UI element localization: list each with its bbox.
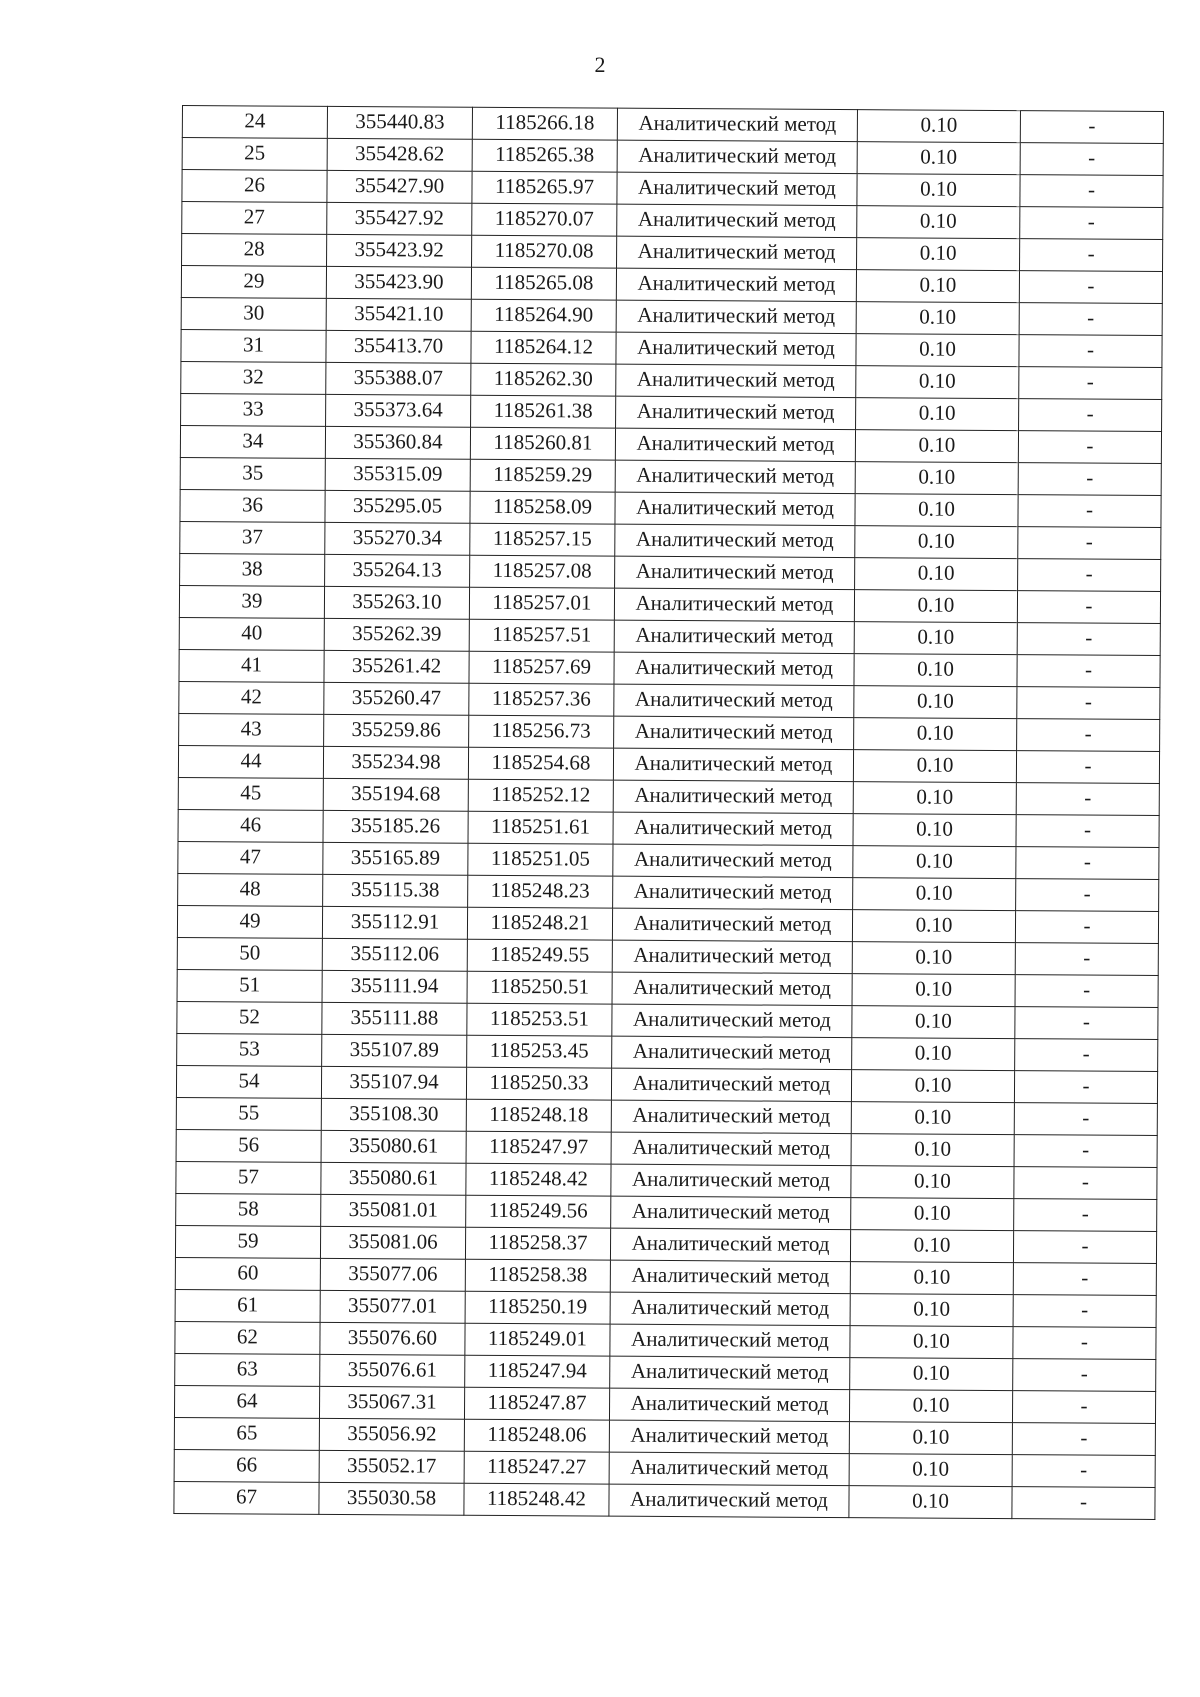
note-cell: - xyxy=(1012,1423,1155,1456)
y-coordinate-cell: 1185261.38 xyxy=(471,395,616,428)
point-number-cell: 67 xyxy=(174,1481,319,1514)
y-coordinate-cell: 1185265.97 xyxy=(472,171,617,204)
y-coordinate-cell: 1185247.94 xyxy=(465,1355,610,1388)
x-coordinate-cell: 355056.92 xyxy=(319,1418,464,1451)
x-coordinate-cell: 355260.47 xyxy=(324,682,469,715)
note-cell: - xyxy=(1012,1487,1155,1520)
y-coordinate-cell: 1185265.38 xyxy=(472,139,617,172)
method-cell: Аналитический метод xyxy=(615,556,855,589)
method-cell: Аналитический метод xyxy=(615,492,855,525)
point-number-cell: 52 xyxy=(177,1001,322,1034)
accuracy-cell: 0.10 xyxy=(855,430,1018,463)
point-number-cell: 63 xyxy=(175,1353,320,1386)
x-coordinate-cell: 355360.84 xyxy=(325,426,470,459)
note-cell: - xyxy=(1015,1007,1158,1040)
y-coordinate-cell: 1185258.09 xyxy=(470,491,615,524)
y-coordinate-cell: 1185257.15 xyxy=(470,523,615,556)
accuracy-cell: 0.10 xyxy=(857,238,1020,271)
coordinates-table-body xyxy=(174,106,1164,1520)
y-coordinate-cell: 1185248.21 xyxy=(467,907,612,940)
accuracy-cell: 0.10 xyxy=(850,1358,1013,1391)
table-row xyxy=(174,1481,1155,1519)
accuracy-cell: 0.10 xyxy=(856,302,1019,335)
x-coordinate-cell: 355108.30 xyxy=(321,1098,466,1131)
y-coordinate-cell: 1185257.51 xyxy=(469,619,614,652)
x-coordinate-cell: 355259.86 xyxy=(324,714,469,747)
point-number-cell: 45 xyxy=(178,777,323,810)
x-coordinate-cell: 355413.70 xyxy=(326,330,471,363)
y-coordinate-cell: 1185257.08 xyxy=(470,555,615,588)
x-coordinate-cell: 355261.42 xyxy=(324,650,469,683)
x-coordinate-cell: 355270.34 xyxy=(325,522,470,555)
x-coordinate-cell: 355423.90 xyxy=(326,266,471,299)
note-cell: - xyxy=(1017,623,1160,656)
point-number-cell: 33 xyxy=(181,393,326,426)
point-number-cell: 24 xyxy=(182,106,327,139)
accuracy-cell: 0.10 xyxy=(852,1038,1015,1071)
accuracy-cell: 0.10 xyxy=(855,494,1018,527)
accuracy-cell: 0.10 xyxy=(851,1070,1014,1103)
accuracy-cell: 0.10 xyxy=(855,558,1018,591)
point-number-cell: 36 xyxy=(180,489,325,522)
note-cell: - xyxy=(1015,911,1158,944)
y-coordinate-cell: 1185257.36 xyxy=(469,683,614,716)
x-coordinate-cell: 355111.94 xyxy=(322,970,467,1003)
x-coordinate-cell: 355427.92 xyxy=(327,202,472,235)
point-number-cell: 65 xyxy=(174,1417,319,1450)
method-cell: Аналитический метод xyxy=(612,972,852,1005)
y-coordinate-cell: 1185250.33 xyxy=(466,1067,611,1100)
note-cell: - xyxy=(1012,1391,1155,1424)
x-coordinate-cell: 355315.09 xyxy=(325,458,470,491)
method-cell: Аналитический метод xyxy=(611,1068,851,1101)
y-coordinate-cell: 1185260.81 xyxy=(470,427,615,460)
point-number-cell: 46 xyxy=(178,809,323,842)
method-cell: Аналитический метод xyxy=(616,364,856,397)
y-coordinate-cell: 1185257.69 xyxy=(469,651,614,684)
note-cell: - xyxy=(1013,1231,1156,1264)
x-coordinate-cell: 355373.64 xyxy=(326,394,471,427)
point-number-cell: 37 xyxy=(180,521,325,554)
point-number-cell: 41 xyxy=(179,649,324,682)
note-cell: - xyxy=(1017,719,1160,752)
x-coordinate-cell: 355067.31 xyxy=(319,1386,464,1419)
method-cell: Аналитический метод xyxy=(610,1260,850,1293)
note-cell: - xyxy=(1020,239,1163,272)
y-coordinate-cell: 1185250.19 xyxy=(465,1291,610,1324)
point-number-cell: 43 xyxy=(179,713,324,746)
point-number-cell: 28 xyxy=(182,234,327,267)
x-coordinate-cell: 355428.62 xyxy=(327,138,472,171)
point-number-cell: 50 xyxy=(177,937,322,970)
y-coordinate-cell: 1185248.06 xyxy=(464,1419,609,1452)
note-cell: - xyxy=(1016,815,1159,848)
method-cell: Аналитический метод xyxy=(617,172,857,205)
method-cell: Аналитический метод xyxy=(617,236,857,269)
y-coordinate-cell: 1185270.07 xyxy=(472,203,617,236)
accuracy-cell: 0.10 xyxy=(849,1390,1012,1423)
note-cell: - xyxy=(1019,399,1162,432)
point-number-cell: 30 xyxy=(181,297,326,330)
note-cell: - xyxy=(1019,335,1162,368)
accuracy-cell: 0.10 xyxy=(851,1102,1014,1135)
note-cell: - xyxy=(1020,111,1163,144)
method-cell: Аналитический метод xyxy=(609,1452,849,1485)
accuracy-cell: 0.10 xyxy=(854,622,1017,655)
y-coordinate-cell: 1185248.42 xyxy=(466,1163,611,1196)
y-coordinate-cell: 1185248.23 xyxy=(468,875,613,908)
note-cell: - xyxy=(1016,847,1159,880)
note-cell: - xyxy=(1013,1327,1156,1360)
x-coordinate-cell: 355262.39 xyxy=(324,618,469,651)
x-coordinate-cell: 355107.89 xyxy=(322,1034,467,1067)
point-number-cell: 44 xyxy=(178,745,323,778)
x-coordinate-cell: 355115.38 xyxy=(323,874,468,907)
x-coordinate-cell: 355423.92 xyxy=(327,234,472,267)
point-number-cell: 51 xyxy=(177,969,322,1002)
note-cell: - xyxy=(1020,175,1163,208)
x-coordinate-cell: 355080.61 xyxy=(321,1130,466,1163)
y-coordinate-cell: 1185247.87 xyxy=(464,1387,609,1420)
point-number-cell: 29 xyxy=(181,266,326,299)
page-number: 2 xyxy=(594,52,606,77)
accuracy-cell: 0.10 xyxy=(850,1262,1013,1295)
method-cell: Аналитический метод xyxy=(616,300,856,333)
x-coordinate-cell: 355427.90 xyxy=(327,170,472,203)
note-cell: - xyxy=(1017,591,1160,624)
accuracy-cell: 0.10 xyxy=(852,1006,1015,1039)
x-coordinate-cell: 355112.91 xyxy=(322,906,467,939)
note-cell: - xyxy=(1013,1359,1156,1392)
note-cell: - xyxy=(1016,783,1159,816)
accuracy-cell: 0.10 xyxy=(855,526,1018,559)
point-number-cell: 31 xyxy=(181,329,326,362)
y-coordinate-cell: 1185254.68 xyxy=(468,747,613,780)
note-cell: - xyxy=(1012,1455,1155,1488)
x-coordinate-cell: 355263.10 xyxy=(324,586,469,619)
accuracy-cell: 0.10 xyxy=(857,142,1020,175)
note-cell: - xyxy=(1015,943,1158,976)
accuracy-cell: 0.10 xyxy=(857,206,1020,239)
point-number-cell: 66 xyxy=(174,1449,319,1482)
note-cell: - xyxy=(1018,559,1161,592)
point-number-cell: 57 xyxy=(176,1161,321,1194)
accuracy-cell: 0.10 xyxy=(853,814,1016,847)
y-coordinate-cell: 1185248.42 xyxy=(464,1483,609,1516)
method-cell: Аналитический метод xyxy=(616,396,856,429)
method-cell: Аналитический метод xyxy=(614,588,854,621)
method-cell: Аналитический метод xyxy=(614,684,854,717)
accuracy-cell: 0.10 xyxy=(849,1454,1012,1487)
method-cell: Аналитический метод xyxy=(613,812,853,845)
note-cell: - xyxy=(1017,655,1160,688)
accuracy-cell: 0.10 xyxy=(849,1486,1012,1519)
y-coordinate-cell: 1185266.18 xyxy=(472,107,617,140)
method-cell: Аналитический метод xyxy=(612,940,852,973)
accuracy-cell: 0.10 xyxy=(850,1294,1013,1327)
note-cell: - xyxy=(1020,207,1163,240)
point-number-cell: 56 xyxy=(176,1129,321,1162)
method-cell: Аналитический метод xyxy=(613,748,853,781)
y-coordinate-cell: 1185249.01 xyxy=(465,1323,610,1356)
accuracy-cell: 0.10 xyxy=(849,1422,1012,1455)
note-cell: - xyxy=(1019,367,1162,400)
accuracy-cell: 0.10 xyxy=(852,910,1015,943)
y-coordinate-cell: 1185249.56 xyxy=(466,1195,611,1228)
accuracy-cell: 0.10 xyxy=(851,1166,1014,1199)
method-cell: Аналитический метод xyxy=(617,204,857,237)
method-cell: Аналитический метод xyxy=(616,332,856,365)
x-coordinate-cell: 355052.17 xyxy=(319,1450,464,1483)
y-coordinate-cell: 1185251.61 xyxy=(468,811,613,844)
accuracy-cell: 0.10 xyxy=(855,462,1018,495)
note-cell: - xyxy=(1014,1071,1157,1104)
point-number-cell: 26 xyxy=(182,170,327,203)
note-cell: - xyxy=(1014,1199,1157,1232)
point-number-cell: 60 xyxy=(175,1257,320,1290)
note-cell: - xyxy=(1015,1039,1158,1072)
point-number-cell: 40 xyxy=(179,617,324,650)
point-number-cell: 39 xyxy=(179,585,324,618)
accuracy-cell: 0.10 xyxy=(854,718,1017,751)
method-cell: Аналитический метод xyxy=(609,1388,849,1421)
accuracy-cell: 0.10 xyxy=(854,654,1017,687)
x-coordinate-cell: 355185.26 xyxy=(323,810,468,843)
note-cell: - xyxy=(1018,463,1161,496)
y-coordinate-cell: 1185257.01 xyxy=(469,587,614,620)
point-number-cell: 27 xyxy=(182,202,327,235)
y-coordinate-cell: 1185262.30 xyxy=(471,363,616,396)
y-coordinate-cell: 1185264.90 xyxy=(471,299,616,332)
note-cell: - xyxy=(1019,303,1162,336)
accuracy-cell: 0.10 xyxy=(851,1134,1014,1167)
y-coordinate-cell: 1185253.45 xyxy=(467,1035,612,1068)
method-cell: Аналитический метод xyxy=(611,1132,851,1165)
method-cell: Аналитический метод xyxy=(614,620,854,653)
x-coordinate-cell: 355081.06 xyxy=(320,1226,465,1259)
note-cell: - xyxy=(1016,879,1159,912)
method-cell: Аналитический метод xyxy=(611,1100,851,1133)
x-coordinate-cell: 355030.58 xyxy=(319,1482,464,1515)
method-cell: Аналитический метод xyxy=(616,268,856,301)
accuracy-cell: 0.10 xyxy=(854,686,1017,719)
note-cell: - xyxy=(1013,1295,1156,1328)
accuracy-cell: 0.10 xyxy=(853,782,1016,815)
x-coordinate-cell: 355077.06 xyxy=(320,1258,465,1291)
y-coordinate-cell: 1185247.97 xyxy=(466,1131,611,1164)
y-coordinate-cell: 1185250.51 xyxy=(467,971,612,1004)
accuracy-cell: 0.10 xyxy=(852,942,1015,975)
method-cell: Аналитический метод xyxy=(615,428,855,461)
x-coordinate-cell: 355234.98 xyxy=(323,746,468,779)
accuracy-cell: 0.10 xyxy=(857,174,1020,207)
point-number-cell: 34 xyxy=(180,425,325,458)
x-coordinate-cell: 355080.61 xyxy=(321,1162,466,1195)
accuracy-cell: 0.10 xyxy=(857,110,1020,143)
accuracy-cell: 0.10 xyxy=(856,366,1019,399)
accuracy-cell: 0.10 xyxy=(853,878,1016,911)
x-coordinate-cell: 355388.07 xyxy=(326,362,471,395)
point-number-cell: 25 xyxy=(182,138,327,171)
method-cell: Аналитический метод xyxy=(612,908,852,941)
point-number-cell: 48 xyxy=(178,873,323,906)
accuracy-cell: 0.10 xyxy=(853,750,1016,783)
x-coordinate-cell: 355264.13 xyxy=(325,554,470,587)
accuracy-cell: 0.10 xyxy=(853,846,1016,879)
note-cell: - xyxy=(1014,1103,1157,1136)
x-coordinate-cell: 355421.10 xyxy=(326,298,471,331)
y-coordinate-cell: 1185259.29 xyxy=(470,459,615,492)
note-cell: - xyxy=(1018,495,1161,528)
note-cell: - xyxy=(1014,1135,1157,1168)
method-cell: Аналитический метод xyxy=(615,460,855,493)
method-cell: Аналитический метод xyxy=(610,1292,850,1325)
method-cell: Аналитический метод xyxy=(613,780,853,813)
method-cell: Аналитический метод xyxy=(611,1164,851,1197)
method-cell: Аналитический метод xyxy=(612,1036,852,1069)
x-coordinate-cell: 355440.83 xyxy=(327,106,472,139)
note-cell: - xyxy=(1013,1263,1156,1296)
method-cell: Аналитический метод xyxy=(610,1324,850,1357)
point-number-cell: 47 xyxy=(178,841,323,874)
y-coordinate-cell: 1185270.08 xyxy=(472,235,617,268)
point-number-cell: 61 xyxy=(175,1289,320,1322)
note-cell: - xyxy=(1018,431,1161,464)
method-cell: Аналитический метод xyxy=(609,1484,849,1517)
y-coordinate-cell: 1185256.73 xyxy=(469,715,614,748)
x-coordinate-cell: 355111.88 xyxy=(322,1002,467,1035)
method-cell: Аналитический метод xyxy=(613,844,853,877)
method-cell: Аналитический метод xyxy=(617,140,857,173)
point-number-cell: 58 xyxy=(176,1193,321,1226)
point-number-cell: 35 xyxy=(180,457,325,490)
accuracy-cell: 0.10 xyxy=(856,334,1019,367)
point-number-cell: 42 xyxy=(179,681,324,714)
point-number-cell: 49 xyxy=(177,905,322,938)
point-number-cell: 64 xyxy=(174,1385,319,1418)
accuracy-cell: 0.10 xyxy=(850,1326,1013,1359)
note-cell: - xyxy=(1020,143,1163,176)
y-coordinate-cell: 1185248.18 xyxy=(466,1099,611,1132)
note-cell: - xyxy=(1015,975,1158,1008)
x-coordinate-cell: 355165.89 xyxy=(323,842,468,875)
accuracy-cell: 0.10 xyxy=(854,590,1017,623)
y-coordinate-cell: 1185265.08 xyxy=(471,267,616,300)
note-cell: - xyxy=(1017,687,1160,720)
x-coordinate-cell: 355081.01 xyxy=(321,1194,466,1227)
method-cell: Аналитический метод xyxy=(614,716,854,749)
method-cell: Аналитический метод xyxy=(613,876,853,909)
x-coordinate-cell: 355107.94 xyxy=(321,1066,466,1099)
point-number-cell: 53 xyxy=(177,1033,322,1066)
method-cell: Аналитический метод xyxy=(610,1356,850,1389)
point-number-cell: 32 xyxy=(181,361,326,394)
x-coordinate-cell: 355076.60 xyxy=(320,1322,465,1355)
method-cell: Аналитический метод xyxy=(615,524,855,557)
note-cell: - xyxy=(1019,271,1162,304)
x-coordinate-cell: 355112.06 xyxy=(322,938,467,971)
note-cell: - xyxy=(1016,751,1159,784)
method-cell: Аналитический метод xyxy=(617,108,857,141)
method-cell: Аналитический метод xyxy=(614,652,854,685)
note-cell: - xyxy=(1014,1167,1157,1200)
point-number-cell: 54 xyxy=(176,1065,321,1098)
note-cell: - xyxy=(1018,527,1161,560)
y-coordinate-cell: 1185258.37 xyxy=(465,1227,610,1260)
x-coordinate-cell: 355077.01 xyxy=(320,1290,465,1323)
accuracy-cell: 0.10 xyxy=(851,1198,1014,1231)
y-coordinate-cell: 1185252.12 xyxy=(468,779,613,812)
point-number-cell: 62 xyxy=(175,1321,320,1354)
x-coordinate-cell: 355194.68 xyxy=(323,778,468,811)
y-coordinate-cell: 1185247.27 xyxy=(464,1451,609,1484)
method-cell: Аналитический метод xyxy=(612,1004,852,1037)
point-number-cell: 59 xyxy=(175,1225,320,1258)
y-coordinate-cell: 1185258.38 xyxy=(465,1259,610,1292)
coordinates-table xyxy=(173,105,1164,1520)
y-coordinate-cell: 1185249.55 xyxy=(467,939,612,972)
y-coordinate-cell: 1185264.12 xyxy=(471,331,616,364)
accuracy-cell: 0.10 xyxy=(852,974,1015,1007)
y-coordinate-cell: 1185253.51 xyxy=(467,1003,612,1036)
x-coordinate-cell: 355076.61 xyxy=(320,1354,465,1387)
y-coordinate-cell: 1185251.05 xyxy=(468,843,613,876)
point-number-cell: 55 xyxy=(176,1097,321,1130)
point-number-cell: 38 xyxy=(180,553,325,586)
x-coordinate-cell: 355295.05 xyxy=(325,490,470,523)
accuracy-cell: 0.10 xyxy=(850,1230,1013,1263)
method-cell: Аналитический метод xyxy=(609,1420,849,1453)
method-cell: Аналитический метод xyxy=(610,1228,850,1261)
accuracy-cell: 0.10 xyxy=(856,270,1019,303)
method-cell: Аналитический метод xyxy=(611,1196,851,1229)
accuracy-cell: 0.10 xyxy=(856,398,1019,431)
